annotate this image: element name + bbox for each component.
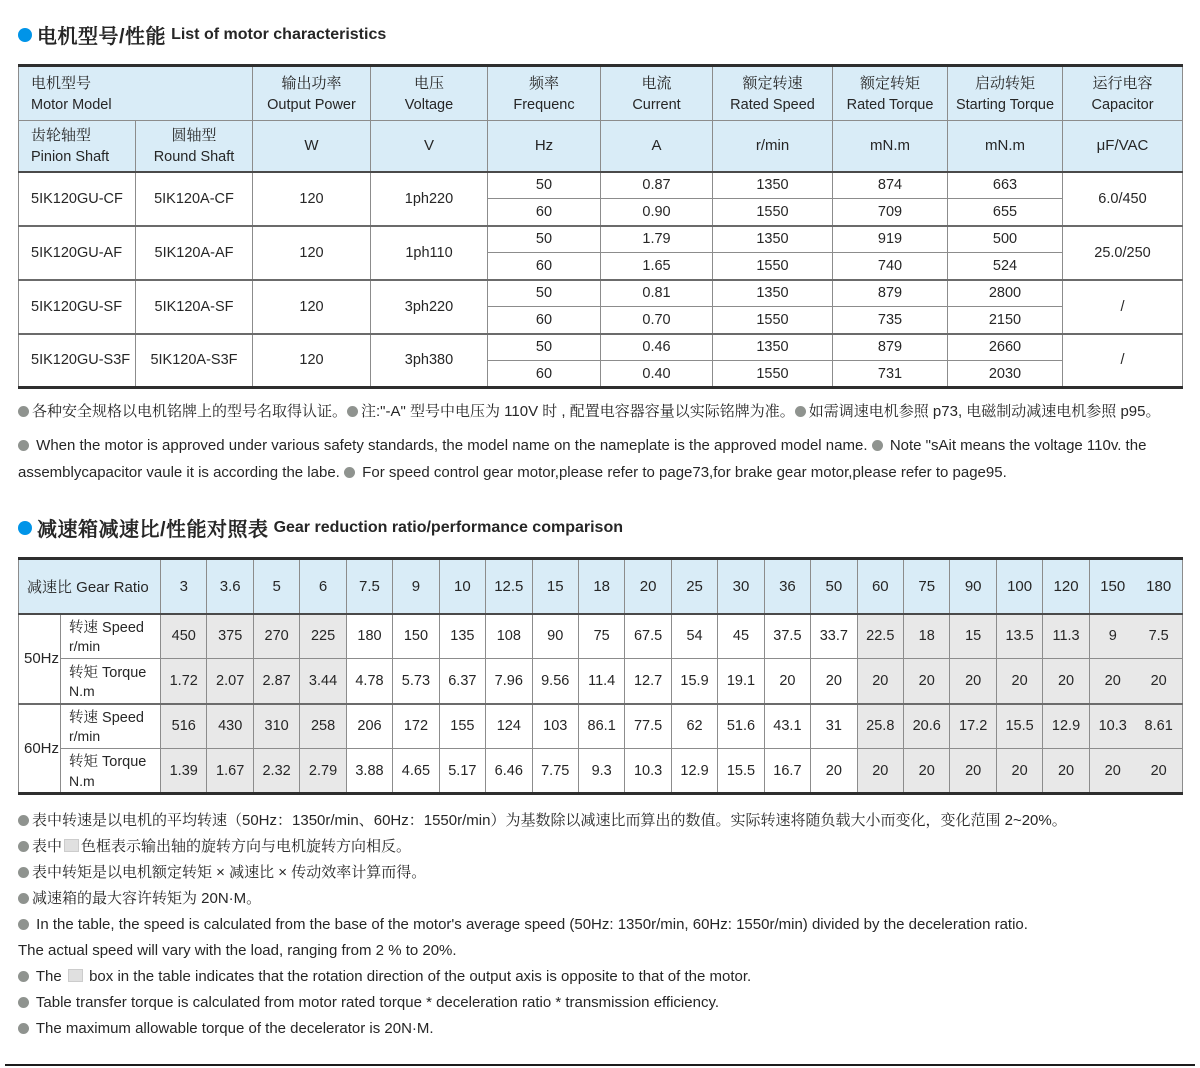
- note-text: The maximum allowable torque of the decelerator is 20N·M.: [32, 1020, 434, 1037]
- note-text: 减速箱的最大容许转矩为 20N·M。: [32, 890, 262, 907]
- gear-ratio-header-cell: 50: [811, 559, 857, 614]
- pinion-model-cell: 5IK120GU-S3F: [19, 334, 136, 388]
- row-label-zh: 转矩 Torque: [69, 754, 147, 771]
- row-label-cell: [61, 704, 161, 749]
- frequency-cell: 50: [488, 280, 601, 307]
- torque-value-cell: 9.56: [532, 659, 578, 704]
- speed-value-cell: 12.9: [1043, 704, 1089, 749]
- speed-value-cell: 15.5: [996, 704, 1042, 749]
- current-cell: 0.81: [601, 280, 713, 307]
- rated-torque-unit-cell: mN.m: [833, 121, 948, 172]
- note-bullet-icon: [872, 440, 883, 451]
- rated-speed-cell: 1350: [713, 172, 833, 199]
- current-cell: 0.46: [601, 334, 713, 361]
- gear-ratio-header-cell: 3: [161, 559, 207, 614]
- note-line: [18, 432, 1182, 486]
- torque-value-cell: 19.1: [718, 659, 764, 704]
- header-zh: 额定转矩: [859, 75, 920, 93]
- row-label-zh: 转速 Speed: [69, 710, 144, 727]
- blue-bullet-icon: [18, 28, 32, 42]
- gear-ratio-header-cell: 15: [532, 559, 578, 614]
- row-label-unit: N.m: [69, 682, 95, 699]
- rated-torque-cell: 740: [833, 253, 948, 280]
- speed-value-cell: 54: [671, 614, 717, 659]
- motor-notes-zh: [18, 398, 1182, 425]
- note-line: [18, 990, 1182, 1016]
- row-label-unit: N.m: [69, 772, 95, 789]
- torque-value-cell: 20: [996, 749, 1042, 794]
- gear-ratio-header-cell: 90: [950, 559, 996, 614]
- voltage-cell: 1ph220: [371, 172, 488, 226]
- note-bullet-icon: [18, 841, 29, 852]
- row-label-unit: r/min: [69, 728, 101, 745]
- speed-value-cell: 258: [300, 704, 346, 749]
- speed-value-cell: 135: [439, 614, 485, 659]
- speed-value-cell: 172: [393, 704, 439, 749]
- speed-value-cell: 7.5: [1136, 614, 1182, 659]
- header-zh: 电压: [413, 75, 444, 93]
- current-header: [601, 66, 713, 121]
- row-label-unit: r/min: [69, 638, 101, 655]
- output-power-cell: 120: [253, 334, 371, 388]
- gear-ratio-header-cell: 12.5: [486, 559, 532, 614]
- header-zh: 齿轮轴型: [31, 127, 92, 145]
- gear-ratio-header-cell: 5: [253, 559, 299, 614]
- round-shaft-header: [136, 121, 253, 172]
- header-en: Output Power: [267, 96, 356, 113]
- torque-value-cell: 20: [1043, 749, 1089, 794]
- speed-value-cell: 75: [578, 614, 624, 659]
- note-line: [18, 964, 1182, 990]
- gear-ratio-header-cell: 100: [996, 559, 1042, 614]
- starting-torque-cell: 655: [948, 199, 1063, 226]
- speed-value-cell: 37.5: [764, 614, 810, 659]
- torque-value-cell: 20: [857, 659, 903, 704]
- starting-torque-cell: 500: [948, 226, 1063, 253]
- current-cell: 0.90: [601, 199, 713, 226]
- gear-ratio-corner-header: 减速比 Gear Ratio: [19, 559, 161, 614]
- voltage-cell: 3ph380: [371, 334, 488, 388]
- rated-speed-cell: 1350: [713, 334, 833, 361]
- torque-value-cell: 2.87: [253, 659, 299, 704]
- header-zh: 启动转矩: [974, 75, 1035, 93]
- frequency-cell: 50: [488, 172, 601, 199]
- header-en: Voltage: [404, 96, 454, 113]
- torque-value-cell: 20: [857, 749, 903, 794]
- speed-value-cell: 22.5: [857, 614, 903, 659]
- page-bottom-rule: [5, 1064, 1195, 1066]
- note-bullet-icon: [344, 467, 355, 478]
- speed-value-cell: 18: [904, 614, 950, 659]
- power-unit-cell: W: [253, 121, 371, 172]
- starting-torque-cell: 2030: [948, 361, 1063, 388]
- gray-box-swatch: [68, 969, 83, 982]
- capacitor-cell: /: [1063, 334, 1183, 388]
- torque-value-cell: 12.7: [625, 659, 671, 704]
- note-text: 表中转速是以电机的平均转速（50Hz：1350r/min、60Hz：1550r/min）为基数除以减速比而算出的数值。实际转速将随负载大小而变化，变化范围 2~20%。: [32, 812, 1067, 829]
- torque-value-cell: 5.73: [393, 659, 439, 704]
- gray-box-swatch: [64, 839, 79, 852]
- starting-torque-cell: 663: [948, 172, 1063, 199]
- motor-table-row: [19, 172, 1183, 199]
- torque-value-cell: 7.96: [486, 659, 532, 704]
- torque-value-cell: 4.78: [346, 659, 392, 704]
- note-text: 如需调速电机参照 p73, 电磁制动减速电机参照 p95。: [808, 403, 1161, 420]
- torque-value-cell: 20: [1089, 659, 1135, 704]
- speed-value-cell: 15: [950, 614, 996, 659]
- frequency-cell: 60: [488, 199, 601, 226]
- capacitor-cell: 25.0/250: [1063, 226, 1183, 280]
- torque-value-cell: 20: [904, 749, 950, 794]
- current-cell: 0.70: [601, 307, 713, 334]
- note-line: [18, 398, 1182, 425]
- voltage-cell: 3ph220: [371, 280, 488, 334]
- speed-value-cell: 10.3: [1089, 704, 1135, 749]
- output-power-header: [253, 66, 371, 121]
- speed-value-cell: 45: [718, 614, 764, 659]
- speed-value-cell: 9: [1089, 614, 1135, 659]
- gear-ratio-header-cell: 3.6: [207, 559, 253, 614]
- row-label-zh: 转矩 Torque: [69, 664, 147, 681]
- speed-value-cell: 86.1: [578, 704, 624, 749]
- note-text: When the motor is approved under various safety standards, the model name on the nameplate is the approved model name.: [32, 437, 872, 454]
- note-line: [18, 938, 1182, 964]
- speed-value-cell: 103: [532, 704, 578, 749]
- speed-value-cell: 155: [439, 704, 485, 749]
- gear-ratio-header-cell: 9: [393, 559, 439, 614]
- rated-torque-cell: 874: [833, 172, 948, 199]
- note-bullet-icon: [18, 440, 29, 451]
- round-model-cell: 5IK120A-S3F: [136, 334, 253, 388]
- note-line: [18, 1016, 1182, 1042]
- torque-value-cell: 20: [950, 659, 996, 704]
- gear-table-row: [19, 659, 1183, 704]
- starting-torque-cell: 2800: [948, 280, 1063, 307]
- speed-value-cell: 67.5: [625, 614, 671, 659]
- section2-title-zh: 减速箱减速比/性能对照表: [37, 519, 269, 541]
- speed-value-cell: 90: [532, 614, 578, 659]
- note-text: In the table, the speed is calculated from the base of the motor's average speed (50Hz: 1350r/min, 60Hz: 1550r/min) divided by the deceleration ratio.: [32, 916, 1028, 933]
- capacitor-cell: 6.0/450: [1063, 172, 1183, 226]
- header-zh: 输出功率: [281, 75, 342, 93]
- frequency-cell: 60: [488, 307, 601, 334]
- header-zh: 频率: [528, 75, 559, 93]
- note-text: box in the table indicates that the rotation direction of the output axis is opposite to that of the motor.: [84, 968, 752, 985]
- frequency-cell: 60: [488, 253, 601, 280]
- gear-ratio-header-cell: 30: [718, 559, 764, 614]
- note-text: For speed control gear motor,please refer to page73,for brake gear motor,please refer to page95.: [358, 464, 1007, 481]
- frequency-label-cell: 60Hz: [19, 704, 61, 794]
- header-zh: 运行电容: [1092, 75, 1153, 93]
- gear-table-head: [19, 559, 1183, 614]
- voltage-header: [371, 66, 488, 121]
- row-label-cell: [61, 749, 161, 794]
- speed-value-cell: 108: [486, 614, 532, 659]
- motor-model-header: [19, 66, 253, 121]
- rated-torque-cell: 919: [833, 226, 948, 253]
- speed-value-cell: 450: [161, 614, 207, 659]
- pinion-model-cell: 5IK120GU-SF: [19, 280, 136, 334]
- note-line: [18, 834, 1182, 860]
- gear-ratio-header-cell: 20: [625, 559, 671, 614]
- torque-value-cell: 3.44: [300, 659, 346, 704]
- rated-speed-cell: 1350: [713, 280, 833, 307]
- motor-table-row: [19, 226, 1183, 253]
- gear-table-row: [19, 704, 1183, 749]
- gear-ratio-header-cell: 60: [857, 559, 903, 614]
- starting-torque-header: [948, 66, 1063, 121]
- motor-table-row: [19, 334, 1183, 361]
- note-bullet-icon: [347, 406, 358, 417]
- speed-value-cell: 51.6: [718, 704, 764, 749]
- gear-header-row: [19, 559, 1183, 614]
- motor-table-row: [19, 280, 1183, 307]
- row-label-zh: 转速 Speed: [69, 620, 144, 637]
- speed-value-cell: 77.5: [625, 704, 671, 749]
- rated-torque-header: [833, 66, 948, 121]
- header-en: Motor Model: [31, 96, 112, 113]
- header-en: Round Shaft: [153, 148, 235, 165]
- note-text: The: [32, 968, 66, 985]
- speed-value-cell: 31: [811, 704, 857, 749]
- note-bullet-icon: [18, 1023, 29, 1034]
- gear-ratio-header-cell: 25: [671, 559, 717, 614]
- torque-value-cell: 12.9: [671, 749, 717, 794]
- gear-table-row: [19, 749, 1183, 794]
- current-cell: 0.40: [601, 361, 713, 388]
- output-power-cell: 120: [253, 172, 371, 226]
- torque-value-cell: 1.39: [161, 749, 207, 794]
- torque-value-cell: 20: [1136, 659, 1182, 704]
- note-bullet-icon: [18, 893, 29, 904]
- motor-table-head: [19, 66, 1183, 172]
- motor-header-row-2: [19, 121, 1183, 172]
- gear-table-row: [19, 614, 1183, 659]
- rated-torque-cell: 879: [833, 334, 948, 361]
- rated-speed-cell: 1550: [713, 307, 833, 334]
- speed-value-cell: 150: [393, 614, 439, 659]
- note-line: [18, 912, 1182, 938]
- note-text: Table transfer torque is calculated from motor rated torque * deceleration ratio * transmission efficiency.: [32, 994, 720, 1011]
- header-en: Rated Torque: [846, 96, 934, 113]
- frequency-cell: 60: [488, 361, 601, 388]
- row-label-cell: [61, 614, 161, 659]
- rated-speed-cell: 1350: [713, 226, 833, 253]
- rated-torque-cell: 879: [833, 280, 948, 307]
- header-en: Capacitor: [1091, 96, 1154, 113]
- rated-speed-cell: 1550: [713, 361, 833, 388]
- torque-value-cell: 9.3: [578, 749, 624, 794]
- torque-value-cell: 20: [996, 659, 1042, 704]
- frequency-label-cell: 50Hz: [19, 614, 61, 704]
- round-model-cell: 5IK120A-SF: [136, 280, 253, 334]
- speed-value-cell: 62: [671, 704, 717, 749]
- header-zh: 圆轴型: [171, 127, 217, 145]
- gear-ratio-header-cell: 18: [578, 559, 624, 614]
- note-bullet-icon: [18, 406, 29, 417]
- note-bullet-icon: [18, 815, 29, 826]
- speed-value-cell: 225: [300, 614, 346, 659]
- gear-ratio-header-cell: 120: [1043, 559, 1089, 614]
- round-model-cell: 5IK120A-AF: [136, 226, 253, 280]
- frequency-cell: 50: [488, 334, 601, 361]
- speed-value-cell: 430: [207, 704, 253, 749]
- starting-torque-cell: 2150: [948, 307, 1063, 334]
- round-model-cell: 5IK120A-CF: [136, 172, 253, 226]
- frequency-header: [488, 66, 601, 121]
- section2-title: [18, 513, 1182, 542]
- note-text: 注:"-A" 型号中电压为 110V 时 , 配置电容器容量以实际铭牌为准。: [361, 403, 795, 420]
- frequency-cell: 50: [488, 226, 601, 253]
- torque-value-cell: 15.9: [671, 659, 717, 704]
- rated-speed-cell: 1550: [713, 199, 833, 226]
- torque-value-cell: 2.79: [300, 749, 346, 794]
- torque-value-cell: 2.07: [207, 659, 253, 704]
- header-en: Pinion Shaft: [31, 148, 110, 165]
- gear-ratio-header-cell: 75: [904, 559, 950, 614]
- gear-ratio-header-cell: 7.5: [346, 559, 392, 614]
- torque-value-cell: 20: [811, 659, 857, 704]
- gear-ratio-header-cell: 180: [1136, 559, 1182, 614]
- output-power-cell: 120: [253, 226, 371, 280]
- motor-characteristics-table: [18, 64, 1183, 389]
- motor-header-row-1: [19, 66, 1183, 121]
- torque-value-cell: 20: [904, 659, 950, 704]
- speed-value-cell: 8.61: [1136, 704, 1182, 749]
- section1-title-zh: 电机型号/性能: [37, 26, 167, 48]
- pinion-shaft-header: [19, 121, 136, 172]
- gear-ratio-table: [18, 557, 1183, 795]
- gear-ratio-header-cell: 6: [300, 559, 346, 614]
- current-cell: 1.65: [601, 253, 713, 280]
- output-power-cell: 120: [253, 280, 371, 334]
- header-en: Starting Torque: [955, 96, 1055, 113]
- speed-value-cell: 180: [346, 614, 392, 659]
- speed-value-cell: 33.7: [811, 614, 857, 659]
- note-line: [18, 808, 1182, 834]
- voltage-unit-cell: V: [371, 121, 488, 172]
- torque-value-cell: 20: [1089, 749, 1135, 794]
- torque-value-cell: 20: [950, 749, 996, 794]
- speed-value-cell: 43.1: [764, 704, 810, 749]
- torque-value-cell: 7.75: [532, 749, 578, 794]
- torque-value-cell: 1.72: [161, 659, 207, 704]
- voltage-cell: 1ph110: [371, 226, 488, 280]
- torque-value-cell: 3.88: [346, 749, 392, 794]
- current-cell: 1.79: [601, 226, 713, 253]
- gear-ratio-header-cell: 150: [1089, 559, 1135, 614]
- torque-value-cell: 2.32: [253, 749, 299, 794]
- current-cell: 0.87: [601, 172, 713, 199]
- starting-torque-cell: 524: [948, 253, 1063, 280]
- gear-table-body: [19, 614, 1183, 794]
- torque-value-cell: 16.7: [764, 749, 810, 794]
- rated-torque-cell: 731: [833, 361, 948, 388]
- capacitor-cell: /: [1063, 280, 1183, 334]
- note-bullet-icon: [795, 406, 806, 417]
- starting-torque-cell: 2660: [948, 334, 1063, 361]
- rated-speed-cell: 1550: [713, 253, 833, 280]
- header-en: Frequenc: [513, 96, 575, 113]
- motor-table-body: [19, 172, 1183, 388]
- pinion-model-cell: 5IK120GU-CF: [19, 172, 136, 226]
- capacitor-unit-cell: μF/VAC: [1063, 121, 1183, 172]
- torque-value-cell: 6.46: [486, 749, 532, 794]
- speed-value-cell: 516: [161, 704, 207, 749]
- speed-value-cell: 270: [253, 614, 299, 659]
- torque-value-cell: 4.65: [393, 749, 439, 794]
- blue-bullet-icon: [18, 521, 32, 535]
- note-line: [18, 886, 1182, 912]
- note-bullet-icon: [18, 867, 29, 878]
- speed-value-cell: 13.5: [996, 614, 1042, 659]
- torque-value-cell: 10.3: [625, 749, 671, 794]
- torque-value-cell: 20: [811, 749, 857, 794]
- section2-title-en: Gear reduction ratio/performance comparison: [273, 518, 623, 536]
- speed-value-cell: 20.6: [904, 704, 950, 749]
- motor-notes-en: [18, 432, 1182, 486]
- torque-value-cell: 6.37: [439, 659, 485, 704]
- section1-title: [18, 20, 1182, 49]
- speed-value-cell: 310: [253, 704, 299, 749]
- torque-value-cell: 1.67: [207, 749, 253, 794]
- torque-value-cell: 15.5: [718, 749, 764, 794]
- speed-value-cell: 206: [346, 704, 392, 749]
- header-en: Current: [632, 96, 681, 113]
- speed-value-cell: 25.8: [857, 704, 903, 749]
- note-text: 表中: [32, 838, 63, 855]
- starting-torque-unit-cell: mN.m: [948, 121, 1063, 172]
- current-unit-cell: A: [601, 121, 713, 172]
- torque-value-cell: 20: [1136, 749, 1182, 794]
- torque-value-cell: 20: [764, 659, 810, 704]
- note-line: [18, 860, 1182, 886]
- note-text: 表中转矩是以电机额定转矩 × 减速比 × 传动效率计算而得。: [32, 864, 427, 881]
- capacitor-header: [1063, 66, 1183, 121]
- gear-ratio-header-cell: 36: [764, 559, 810, 614]
- section1-title-en: List of motor characteristics: [171, 25, 387, 43]
- note-text: 各种安全规格以电机铭牌上的型号名取得认证。: [32, 403, 348, 420]
- rated-speed-header: [713, 66, 833, 121]
- row-label-cell: [61, 659, 161, 704]
- speed-value-cell: 11.3: [1043, 614, 1089, 659]
- gear-ratio-header-cell: 10: [439, 559, 485, 614]
- note-text: 色框表示输出轴的旋转方向与电机旋转方向相反。: [81, 838, 412, 855]
- header-zh: 电机型号: [31, 75, 92, 93]
- rated-torque-cell: 735: [833, 307, 948, 334]
- speed-value-cell: 124: [486, 704, 532, 749]
- header-zh: 额定转速: [742, 75, 803, 93]
- note-text: Note "sAit means the voltage 110v. the assemblycapacitor vaule it is according the labe.: [18, 437, 1147, 481]
- note-text: The actual speed will vary with the load, ranging from 2 % to 20%.: [18, 942, 457, 959]
- torque-value-cell: 20: [1043, 659, 1089, 704]
- torque-value-cell: 11.4: [578, 659, 624, 704]
- rated-torque-cell: 709: [833, 199, 948, 226]
- note-bullet-icon: [18, 919, 29, 930]
- note-bullet-icon: [18, 971, 29, 982]
- header-en: Rated Speed: [730, 96, 815, 113]
- speed-value-cell: 17.2: [950, 704, 996, 749]
- gear-notes: [18, 808, 1182, 1042]
- pinion-model-cell: 5IK120GU-AF: [19, 226, 136, 280]
- speed-unit-cell: r/min: [713, 121, 833, 172]
- header-zh: 电流: [641, 75, 672, 93]
- speed-value-cell: 375: [207, 614, 253, 659]
- frequency-unit-cell: Hz: [488, 121, 601, 172]
- note-bullet-icon: [18, 997, 29, 1008]
- torque-value-cell: 5.17: [439, 749, 485, 794]
